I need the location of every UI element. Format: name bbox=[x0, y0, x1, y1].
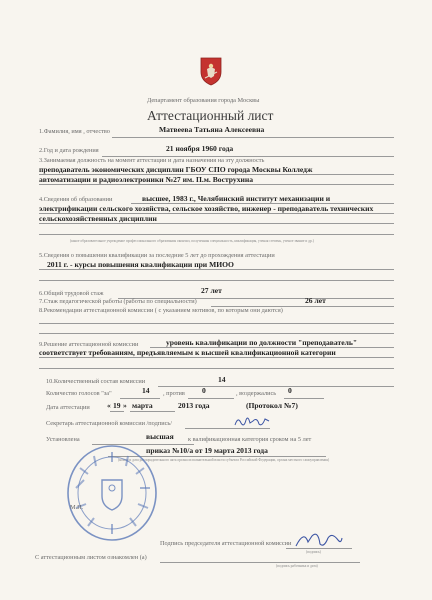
votes-abstained-label: , воздержались bbox=[236, 390, 277, 397]
field-10-value: 14 bbox=[218, 375, 226, 384]
field-9-value-line-2: соответствует требованиям, предъявляемым к высшей квалификационной категории bbox=[39, 348, 336, 357]
field-2-value: 21 ноября 1960 года bbox=[166, 144, 234, 153]
field-5-value: 2011 г. - курсы повышения квалификации при МИОО bbox=[47, 260, 234, 269]
protocol-number: (Протокол №7) bbox=[246, 401, 298, 410]
field-4-value-line-1: высшее, 1983 г., Челябинский институт механизации и bbox=[142, 194, 331, 203]
attestation-sheet: Департамент образования города Москвы Аттестационный лист 1.Фамилия, имя , отчество Матвеева Татьяна Алексеевна 2.Год и дата рождения 21 ноября 1960 года 3.Занимаемая должность на момент аттестации и дата назначения на эту должность преподаватель экономических дисциплин ГБОУ СПО города Москвы Колледж автоматизации и радиоэлектроники №27 им. П.м. Вострухина 4.Сведения об образовании высшее, 1983 г., Челябинский институт механизации и электрификации сельского хозяйства, сельское хозяйство, инженер - преподаватель технических сельскохозяйственных дисциплин (какое образовательное учреждение профессионального образования окончил, полученная специальность, квалификация, ученая степень, ученое звание и др.) 5.Сведения о повышении квалификации за последние 5 лет до прохождения аттестации 2011 г. - курсы повышения квалификации при МИОО 6.Общий трудовой стаж 27 лет 7.Стаж педагогической работы (работы по специальности) 26 лет 8.Рекомендации аттестационной комиссии ( с указанием мотивов, по которым они даются) 9.Решение аттестационной комиссии уровень квалификации по должности "преподаватель" соответствует требованиям, предъявляемым к высшей квалификационной категории 10.Количественный состав комиссии 14 Количество голосов "за" 14 , против 0 , воздержались 0 Дата аттестации « 19 » марта 2013 года (Протокол №7) Секретарь аттестационной комиссии /подпись/ Установлена высшая к валификационная категория сроком на 5 лет приказ №10/а от 19 марта 2013 года (номер и дата распорядительного акта органа исполнительной власти субъекта Российской Федерации, органа местного самоуправления) М.П. Подпись председателя аттестационной комиссии (подпись) С аттестационным листом ознакомлен (а) (подпись работника и дата) bbox=[0, 0, 432, 600]
acquainted-note: (подпись работника и дата) bbox=[276, 564, 318, 568]
field-3-label: 3.Занимаемая должность на момент аттестации и дата назначения на эту должность bbox=[39, 157, 265, 164]
field-7-value: 26 лет bbox=[305, 296, 326, 305]
attestation-date-day: 19 bbox=[113, 401, 121, 410]
field-8-label: 8.Рекомендации аттестационной комиссии ( с указанием мотивов, по которым они даются) bbox=[39, 307, 283, 314]
field-9-label: 9.Решение аттестационной комиссии bbox=[39, 341, 139, 348]
field-3-value-line-2: автоматизации и радиоэлектроники №27 им. П.м. Вострухина bbox=[39, 175, 254, 184]
department-name: Департамент образования города Москвы bbox=[147, 97, 260, 104]
chair-signature-label: Подпись председателя аттестационной комиссии bbox=[160, 540, 292, 547]
secretary-signature-icon bbox=[232, 413, 272, 430]
field-4-value-line-3: сельскохозяйственных дисциплин bbox=[39, 214, 157, 223]
order-note: (номер и дата распорядительного акта органа исполнительной власти субъекта Российской Федерации, органа местного самоуправления) bbox=[118, 458, 330, 462]
field-3-value-line-1: преподаватель экономических дисциплин ГБОУ СПО города Москвы Колледж bbox=[39, 165, 313, 174]
category-term-label: к валификационная категория сроком на 5 лет bbox=[188, 436, 312, 443]
votes-against-label: , против bbox=[163, 390, 185, 397]
page-title: Аттестационный лист bbox=[147, 108, 274, 123]
field-10-label: 10.Количественный состав комиссии bbox=[46, 378, 146, 385]
field-4-value-line-2: электрификации сельского хозяйства, сельское хозяйство, инженер - преподаватель технических bbox=[39, 204, 374, 213]
field-6-value: 27 лет bbox=[201, 286, 222, 295]
chair-signature-icon bbox=[294, 528, 344, 550]
field-1-value: Матвеева Татьяна Алексеевна bbox=[159, 125, 265, 134]
attestation-date-label: Дата аттестации bbox=[46, 404, 90, 411]
field-7-label: 7.Стаж педагогической работы (работы по специальности) bbox=[39, 298, 197, 305]
field-9-value-line-1: уровень квалификации по должности "преподаватель" bbox=[166, 338, 358, 347]
established-category-value: высшая bbox=[146, 432, 174, 441]
secretary-label: Секретарь аттестационной комиссии /подпись/ bbox=[46, 420, 172, 427]
field-5-label: 5.Сведения о повышении квалификации за последние 5 лет до прохождения аттестации bbox=[39, 252, 275, 259]
chair-signature-note: (подпись) bbox=[306, 550, 321, 554]
votes-for-value: 14 bbox=[142, 386, 150, 395]
field-4-label: 4.Сведения об образовании bbox=[39, 196, 113, 203]
established-label: Установлена bbox=[46, 436, 80, 443]
votes-abstained-value: 0 bbox=[288, 386, 292, 395]
attestation-date-month: марта bbox=[132, 401, 153, 410]
order-value: приказ №10/а от 19 марта 2013 года bbox=[146, 446, 268, 455]
round-seal-stamp-icon bbox=[64, 442, 160, 544]
attestation-date-year: 2013 года bbox=[178, 401, 210, 410]
acquainted-label: С аттестационным листом ознакомлен (а) bbox=[35, 554, 147, 561]
field-2-label: 2.Год и дата рождения bbox=[39, 147, 99, 154]
field-6-label: 6.Общий трудовой стаж bbox=[39, 290, 104, 297]
votes-for-label: Количество голосов "за" bbox=[46, 390, 112, 397]
moscow-coat-of-arms-icon bbox=[199, 56, 223, 86]
field-1-label: 1.Фамилия, имя , отчество bbox=[39, 128, 110, 135]
votes-against-value: 0 bbox=[202, 386, 206, 395]
field-4-note: (какое образовательное учреждение профессионального образования окончил, полученная специальность, квалификация, ученая степень, ученое звание и др.) bbox=[70, 239, 314, 243]
stamp-place-label: М.П. bbox=[70, 504, 84, 511]
field-1-line bbox=[112, 137, 394, 138]
